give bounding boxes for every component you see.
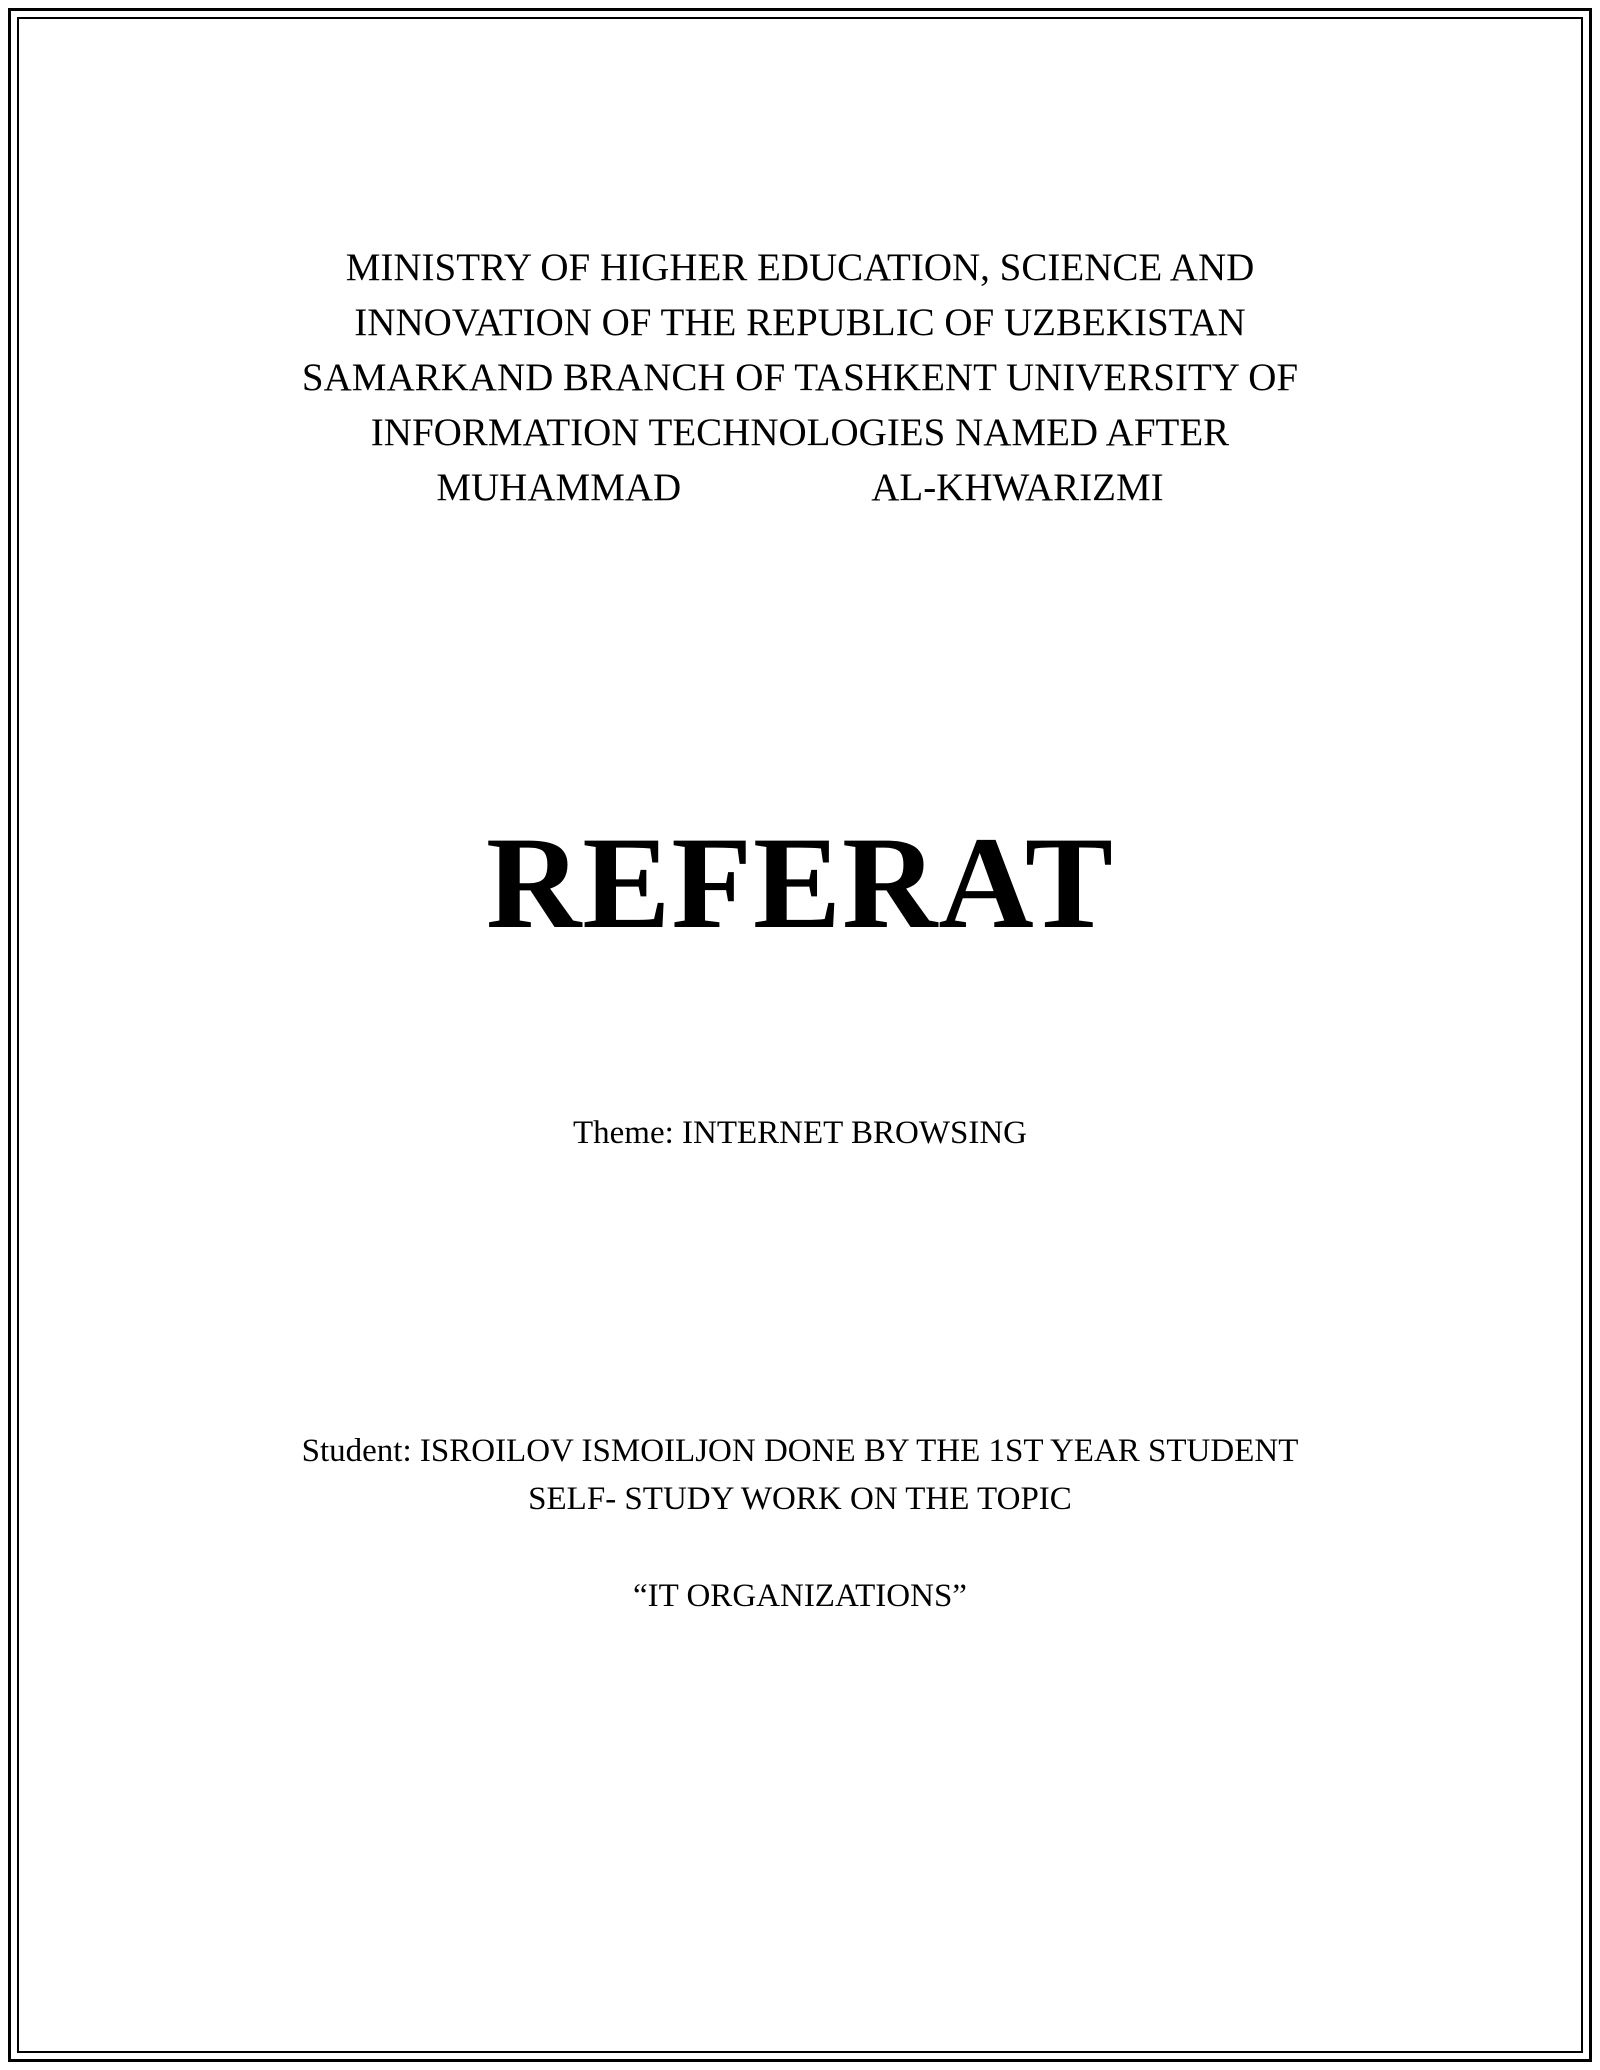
student-line-2: SELF- STUDY WORK ON THE TOPIC xyxy=(528,1481,1072,1517)
topic-title: “IT ORGANIZATIONS” xyxy=(633,1578,967,1614)
student-line-1: Student: ISROILOV ISMOILJON DONE BY THE 1ST YEAR STUDENT xyxy=(301,1433,1299,1469)
header-line-4: INFORMATION TECHNOLOGIES NAMED AFTER xyxy=(370,411,1230,454)
theme-line: Theme: INTERNET BROWSING xyxy=(573,1115,1027,1151)
document-title: REFERAT xyxy=(486,809,1114,956)
student-info xyxy=(0,1427,1600,1523)
header-line-1: MINISTRY OF HIGHER EDUCATION, SCIENCE AND xyxy=(345,246,1255,289)
header-line-2: INNOVATION OF THE REPUBLIC OF UZBEKISTAN xyxy=(354,301,1246,344)
header-line-5 xyxy=(0,460,1600,515)
institution-header xyxy=(0,240,1600,515)
header-name-first: MUHAMMAD xyxy=(436,466,682,509)
header-name-last: AL-KHWARIZMI xyxy=(871,466,1164,509)
header-line-3: SAMARKAND BRANCH OF TASHKENT UNIVERSITY OF xyxy=(301,356,1299,399)
